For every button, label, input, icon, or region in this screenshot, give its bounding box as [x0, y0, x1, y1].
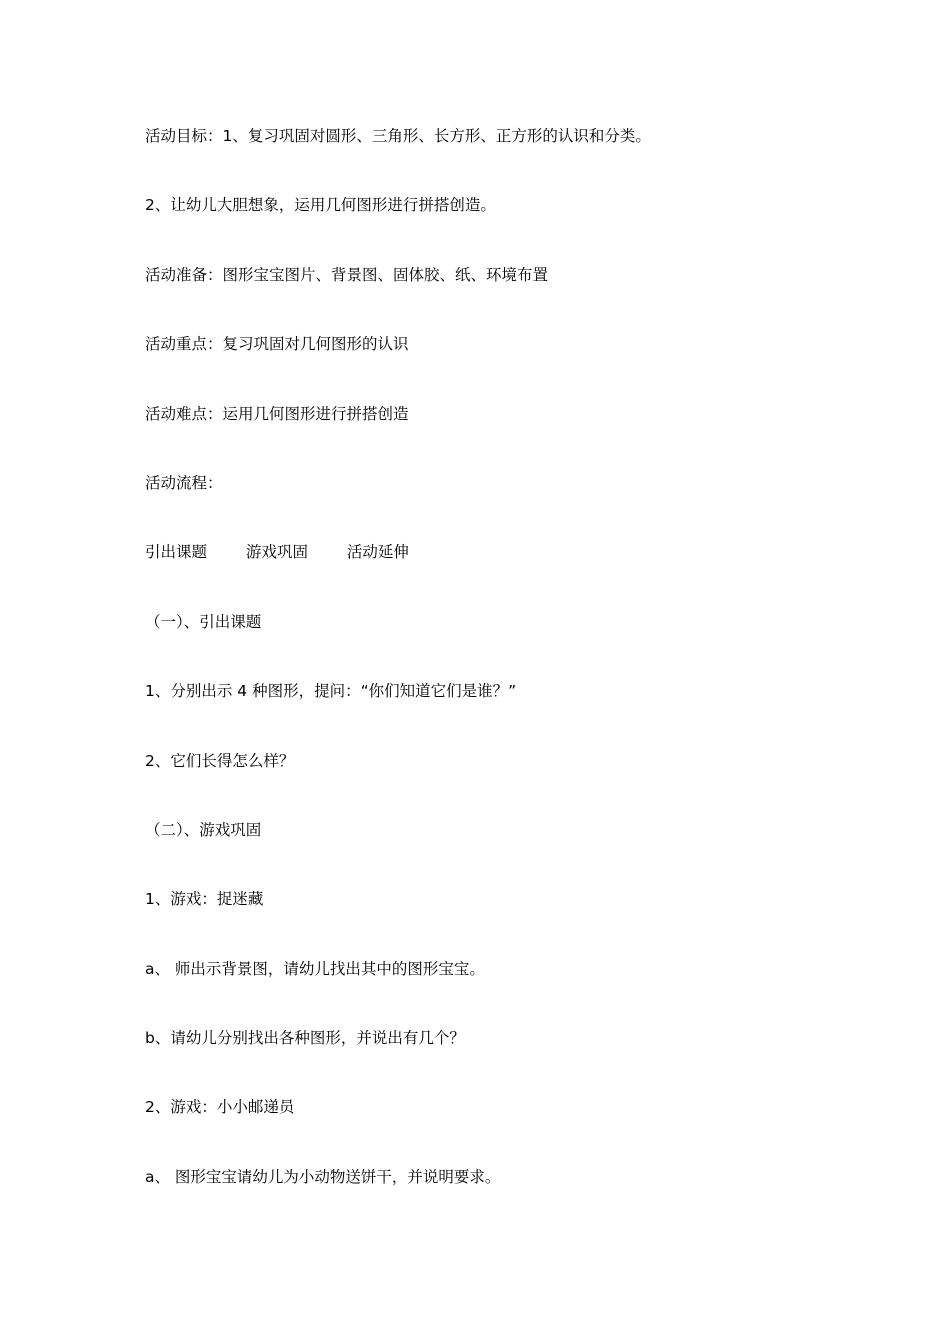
flow-step-2: 游戏巩固: [245, 543, 308, 562]
section-1-item-2: 2、它们长得怎么样？: [145, 751, 295, 770]
flow-step-1: 引出课题: [145, 543, 208, 562]
activity-process-heading: 活动流程：: [145, 473, 223, 492]
section-1-item-1: 1、分别出示 4 种图形，提问：“你们知道它们是谁？”: [145, 682, 517, 701]
game-1-title: 1、游戏：捉迷藏: [145, 890, 264, 909]
goal-item-2: 2、让幼儿大胆想象，运用几何图形进行拼搭创造。: [145, 196, 496, 215]
section-1-heading: （一）、引出课题: [145, 612, 262, 631]
flow-step-3: 活动延伸: [346, 543, 409, 562]
game-2-step-a: a、 图形宝宝请幼儿为小动物送饼干，并说明要求。: [145, 1167, 501, 1186]
activity-preparation: 活动准备：图形宝宝图片、背景图、固体胶、纸、环境布置: [145, 265, 549, 284]
activity-difficulty: 活动难点：运用几何图形进行拼搭创造: [145, 404, 409, 423]
activity-flow: [145, 540, 845, 609]
game-1-step-b: b、请幼儿分别找出各种图形，并说出有几个？: [145, 1029, 465, 1048]
activity-goal-line: 活动目标：1、复习巩固对圆形、三角形、长方形、正方形的认识和分类。: [145, 127, 651, 145]
game-1-step-a: a、 师出示背景图，请幼儿找出其中的图形宝宝。: [145, 959, 485, 978]
game-2-title: 2、游戏：小小邮递员: [145, 1098, 295, 1117]
section-2-heading: （二）、游戏巩固: [145, 820, 262, 839]
document-body: [145, 124, 845, 1234]
activity-key-point: 活动重点：复习巩固对几何图形的认识: [145, 335, 409, 354]
